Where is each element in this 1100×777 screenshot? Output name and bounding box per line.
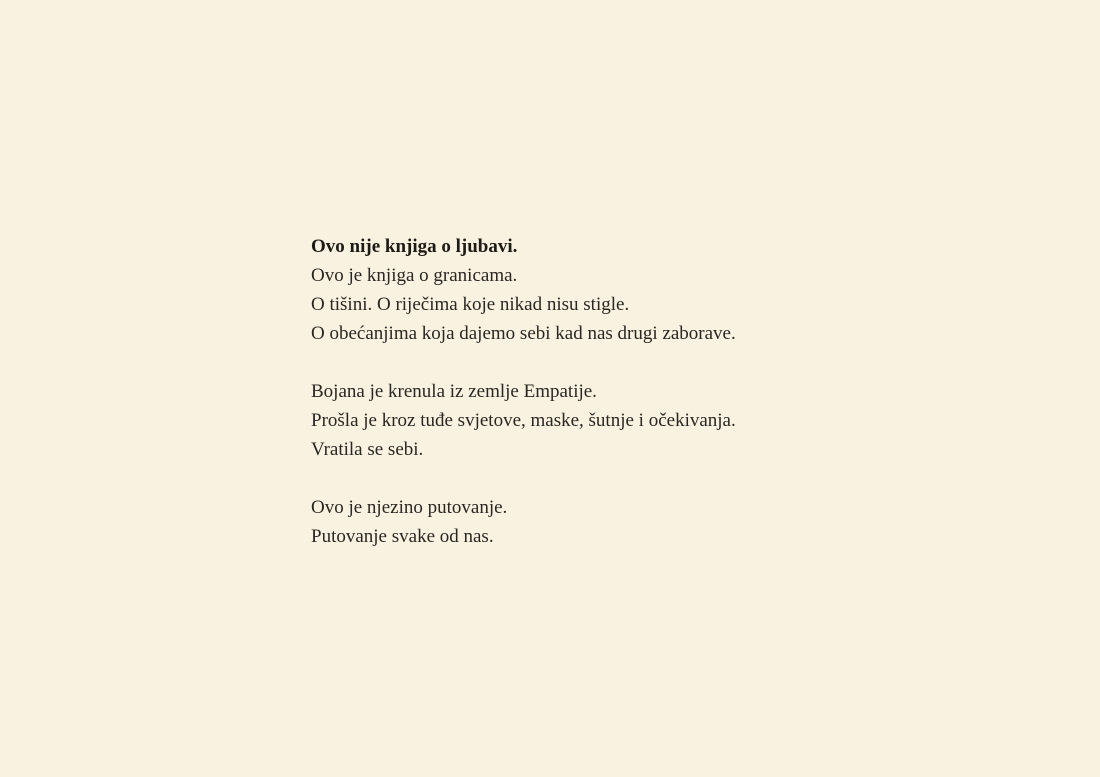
text-line: Prošla je kroz tuđe svjetove, maske, šutnje i očekivanja. [311,410,736,431]
stanza-closing [311,493,1011,551]
text-line: Putovanje svake od nas. [311,526,494,547]
text-line: O tišini. O riječima koje nikad nisu stigle. [311,294,630,315]
heading-line: Ovo nije knjiga o ljubavi. [311,236,518,257]
text-line: O obećanjima koja dajemo sebi kad nas drugi zaborave. [311,323,736,344]
poem-text-block [311,232,1011,580]
text-line: Vratila se sebi. [311,439,424,460]
text-line: Bojana je krenula iz zemlje Empatije. [311,381,597,402]
text-line: Ovo je njezino putovanje. [311,497,508,518]
stanza-journey [311,377,1011,464]
text-line: Ovo je knjiga o granicama. [311,265,518,286]
stanza-intro [311,232,1011,348]
